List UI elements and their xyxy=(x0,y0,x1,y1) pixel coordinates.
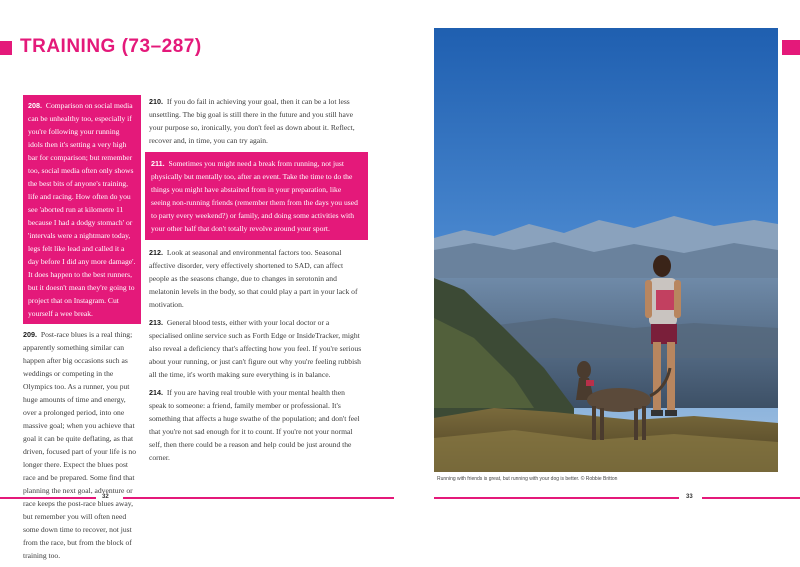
tip-209 xyxy=(23,328,141,562)
tip-text: Comparison on social media can be unhealthy too, especially if you're following your running idols then it's setting a very high bar for comparison; but remember too, social media often only shows the best bits of anyone's training, life and racing. How often do you see 'aborted run at kilometre 11 because I had a dodgy stomach' or 'intervals were a nightmare today, legs felt like lead and called it a day before I did any more damage'. It does happen to the best runners, but it doesn't mean they're going to project that on Instagram. Cut yourself a wee break. xyxy=(28,101,136,318)
tip-number: 209. xyxy=(23,330,37,339)
page-number-right: 33 xyxy=(686,494,693,500)
middle-text-column xyxy=(149,95,364,469)
tip-text: If you do fail in achieving your goal, then it can be a lot less unsettling. The big goal is still there in the future and you still have your purpose so, ironically, you don't feel as down about it. Reflect, recover and, in time, you can try again. xyxy=(149,97,355,145)
tip-text: General blood tests, either with your local doctor or a specialised online service such as Forth Edge or InsideTracker, might also reveal a deficiency that's affecting how you feel. If you're serious about your running, or just can't figure out why you're feeling rubbish all the time, it's worth making sure everything is in balance. xyxy=(149,318,362,379)
tip-number: 208. xyxy=(28,101,42,110)
photo-caption: Running with friends is great, but running with your dog is better. © Robbie Britton xyxy=(437,476,618,482)
tip-214 xyxy=(149,386,364,464)
right-page-accent-bar xyxy=(782,40,800,55)
tip-number: 210. xyxy=(149,97,163,106)
tip-number: 212. xyxy=(149,248,163,257)
tip-text: If you are having real trouble with your mental health then speak to someone: a friend, family member or professional. It's something that affects a huge swathe of the population; and don't feel that you're not sad enough for it to count. If you're not your normal self, then there could be a reason and help could be just around the corner. xyxy=(149,388,360,462)
tip-number: 213. xyxy=(149,318,163,327)
footer-rule-right-extended xyxy=(702,497,800,499)
page-number-left: 32 xyxy=(102,494,109,500)
tip-213 xyxy=(149,316,364,381)
tip-number: 214. xyxy=(149,388,163,397)
mountain-runner-photo xyxy=(434,28,778,472)
tip-number: 211. xyxy=(151,159,165,168)
tip-212 xyxy=(149,246,364,311)
footer-rule-left-extended xyxy=(123,497,394,499)
tip-211-highlight-box xyxy=(145,152,368,240)
title-accent-bar xyxy=(0,41,12,55)
tip-text: Post-race blues is a real thing; apparently something similar can happen after big occasions such as weddings or competing in the Olympics too. As a runner, you put huge amounts of time and energy, over a prolonged period, into one massive goal; when you achieve that goal it can be quite deflating, as that driven, focused part of your life is no longer there. Expect the blues post race and be prepared. Some find that planning the next goal, adventure or race keeps the post-race blues away, but remember you will often need some down time to recover, not just from the race, but from the block of training too. xyxy=(23,330,137,560)
tip-text: Look at seasonal and environmental factors too. Seasonal affective disorder, very effectively shortened to SAD, can affect people as the seasons change, due to changes in serotonin and melatonin levels in the body, so that could play a part in your lack of motivation. xyxy=(149,248,358,309)
tip-208-highlight-box xyxy=(23,95,141,324)
tip-text: Sometimes you might need a break from running, not just physically but mentally too, after an event. Take the time to do the things you might have abstained from in your preparation, like seeing non-running friends (remember them from the days you used to party every weekend?) or family, and doing some activities with your other half that don't totally revolve around your sport. xyxy=(151,159,358,233)
tip-210 xyxy=(149,95,364,147)
section-title: TRAINING (73–287) xyxy=(20,36,202,57)
footer-rule-right xyxy=(434,497,679,499)
footer-rule-left xyxy=(0,497,96,499)
